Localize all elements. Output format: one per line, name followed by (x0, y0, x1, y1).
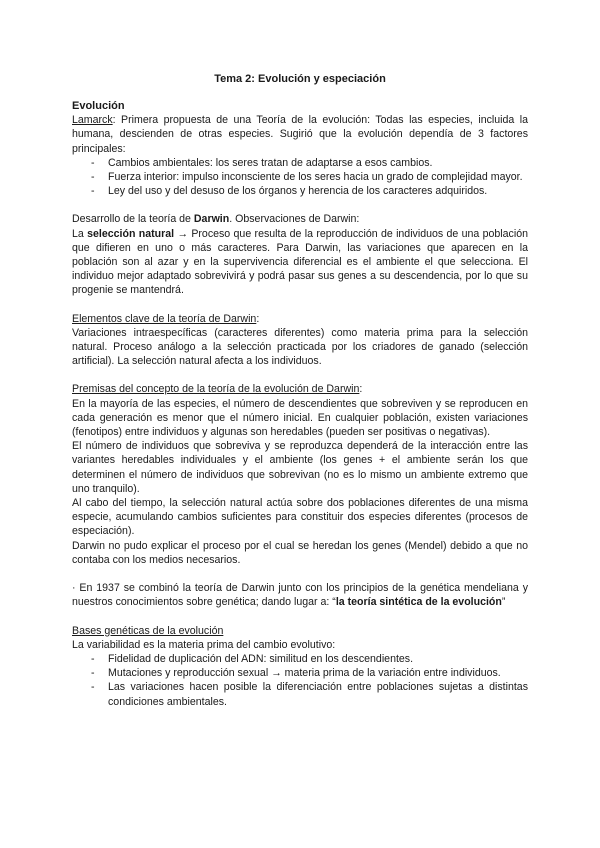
lamarck-text: : Primera propuesta de una Teoría de la evolución: Todas las especies, incluida la humana, descienden de otras especies. Sugirió que la evolución dependía de 3 factores principales: (72, 114, 528, 155)
list-item: - Mutaciones y reproducción sexual → materia prima de la variación entre individuos. (91, 667, 501, 680)
bullet-dash: - (91, 652, 95, 665)
elementos-heading: Elementos clave de la teoría de Darwin: (72, 312, 260, 325)
bullet-dash: - (91, 171, 95, 184)
premisas-paragraph-3: Al cabo del tiempo, la selección natural actúa sobre dos poblaciones diferentes de una misma especie, acumulando cambios suficientes para constituir dos especies diferentes (procesos de especiación). (72, 497, 528, 538)
list-item: - Fuerza interior: impulso inconsciente de los seres hacia un grado de complejidad mayor. (91, 171, 523, 184)
bullet-dash: - (91, 667, 95, 680)
lamarck-paragraph (72, 113, 528, 156)
list-item: - Fidelidad de duplicación del ADN: similitud en los descendientes. (91, 652, 414, 665)
page-title: Tema 2: Evolución y especiación (214, 73, 386, 85)
bullet-dash: - (91, 681, 95, 694)
bases-intro: La variabilidad es la materia prima del cambio evolutivo: (72, 638, 336, 651)
section-heading-evolucion: Evolución (72, 100, 125, 112)
list-item: - Las variaciones hacen posible la diferenciación entre poblaciones sujetas a distintas condiciones ambientales. (91, 681, 528, 708)
premisas-paragraph-2: El número de individuos que sobreviva y se reproduzca dependerá de la interacción entre las variantes heredables individuales y el ambiente (los genes + el ambiente serán los que determinen el número de individuos que sobrevivan (no es lo mismo un ambiente extremo que uno tranquilo). (72, 440, 528, 495)
sintetica-paragraph: · En 1937 se combinó la teoría de Darwin junto con los principios de la genética mendeliana y nuestros conocimientos sobre genética; dando lugar a: “la teoría sintética de la evolución” (72, 582, 528, 609)
bullet-dash: - (91, 156, 95, 169)
bullet-dash: - (91, 185, 95, 198)
premisas-paragraph-1: En la mayoría de las especies, el número de descendientes que sobreviven y se reproducen en cada generación es menor que el número inicial. En cualquier población, existen variaciones (fenotipos) entre individuos y algunas son heredables (pueden ser positivas o negativas). (72, 397, 528, 439)
premisas-paragraph-4: Darwin no pudo explicar el proceso por el cual se heredan los genes (Mendel) debido a que no contaba con los medios necesarios. (72, 539, 528, 566)
elementos-text: Variaciones intraespecíficas (caracteres diferentes) como materia prima para la selección natural. Proceso análogo a la selección practicada por los criadores de ganado (selección artificial). La selección natural afecta a los individuos. (72, 326, 528, 368)
list-item: - Cambios ambientales: los seres tratan de adaptarse a esos cambios. (91, 156, 433, 169)
bases-list (72, 652, 528, 709)
list-item: - Ley del uso y del desuso de los órganos y herencia de los caracteres adquiridos. (91, 185, 488, 198)
seleccion-natural-paragraph: La selección natural → Proceso que resulta de la reproducción de individuos de una población que difieren en uno o más caracteres. Para Darwin, las variaciones que aparecen en la población son al azar y en la supervivencia diferencial es el ambiente el que selecciona. El individuo mejor adaptado sobrevivirá y podrá pasar sus genes a su descendencia, por lo que su progenie se mantendrá. (72, 227, 528, 297)
darwin-intro: Desarrollo de la teoría de Darwin. Observaciones de Darwin: (72, 213, 360, 226)
premisas-heading: Premisas del concepto de la teoría de la evolución de Darwin: (72, 383, 363, 396)
bases-heading: Bases genéticas de la evolución (72, 624, 224, 637)
lamarck-factors-list (72, 156, 528, 199)
lamarck-label: Lamarck (72, 114, 113, 127)
